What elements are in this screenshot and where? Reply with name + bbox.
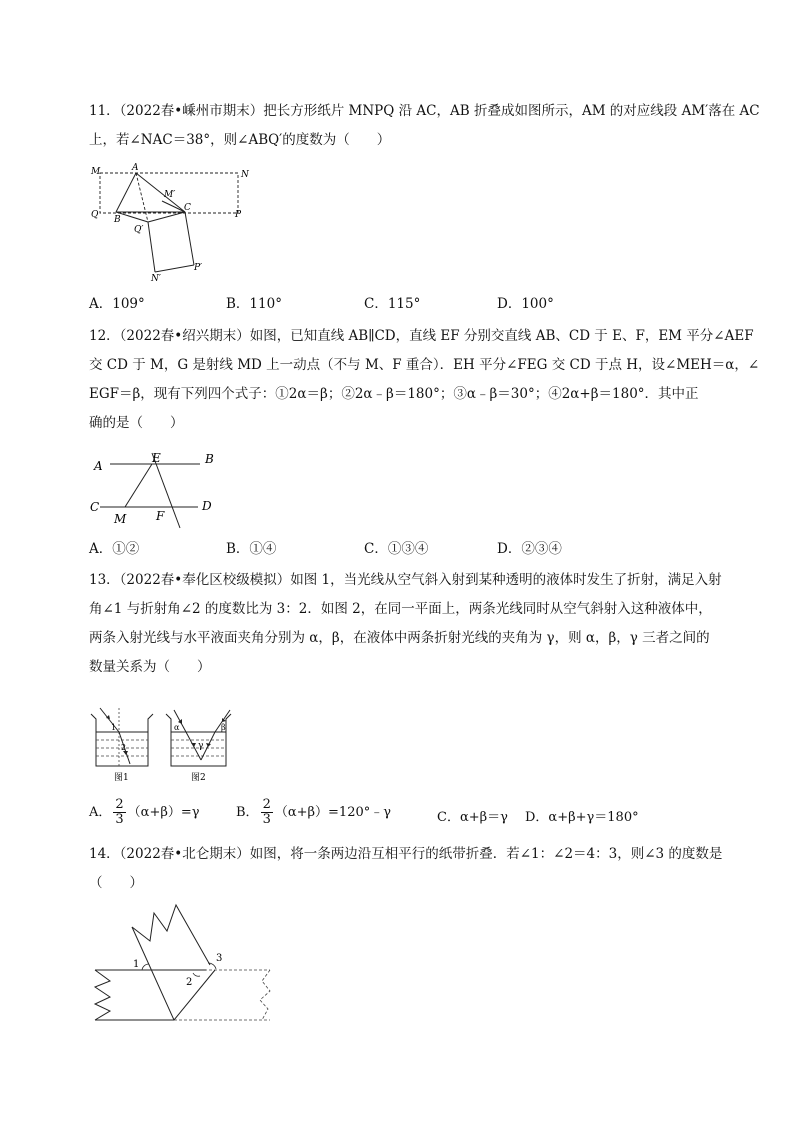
label-angle-1: 1: [133, 959, 140, 970]
q12-line4: 确的是（ ）: [89, 415, 184, 431]
label-Mprime: M′: [164, 190, 176, 200]
fraction: [113, 798, 125, 827]
q12-figure: [88, 448, 228, 533]
label-F: F: [156, 509, 165, 523]
q11-option-d[interactable]: D．100°: [497, 296, 554, 312]
q13-line3: 两条入射光线与水平液面夹角分别为 α，β，在液体中两条折射光线的夹角为 γ，则 α，β，γ 三者之间的: [89, 630, 710, 646]
q11-option-b[interactable]: B．110°: [226, 296, 282, 312]
label-angle-3: 3: [216, 953, 223, 964]
q12-option-a[interactable]: A．①②: [89, 541, 140, 557]
question-14: [89, 840, 729, 898]
question-11: [89, 97, 760, 155]
q11-option-c[interactable]: C．115°: [364, 296, 421, 312]
label-B: B: [114, 215, 121, 225]
q13-line4: 数量关系为（ ）: [89, 659, 211, 675]
q13-option-a-text: （α+β）=γ: [127, 805, 200, 820]
label-P: P: [235, 210, 242, 220]
q14-line2: （ ）: [89, 875, 143, 891]
label-alpha: α: [174, 723, 180, 732]
q13-line2: 角∠1 与折射角∠2 的度数比为 3：2．如图 2，在同一平面上，两条光线同时从空气斜射入这种液体中，: [89, 601, 712, 617]
label-B: B: [205, 452, 214, 466]
q13-option-b-label: B．: [236, 805, 259, 820]
q13-option-a[interactable]: [89, 798, 200, 827]
label-fig2: 图2: [191, 773, 206, 783]
label-Qprime: Q′: [134, 225, 144, 235]
q12-option-c[interactable]: C．①③④: [364, 541, 429, 557]
label-angle-2: 2: [121, 743, 127, 752]
q13-option-d[interactable]: D．α+β+γ＝180°: [525, 810, 639, 825]
q12-line3: EGF＝β，现有下列四个式子：①2α＝β；②2α﹣β＝180°；③α﹣β＝30°；④2α+β＝180°．其中正: [89, 386, 699, 402]
q13-figure: [88, 700, 248, 785]
label-fig1: 图1: [114, 773, 129, 783]
numerator: 2: [115, 797, 124, 812]
q11-line1: 11．（2022春•嵊州市期末）把长方形纸片 MNPQ 沿 AC，AB 折叠成如图所示，AM 的对应线段 AM′落在 AC: [89, 103, 760, 119]
label-A: A: [94, 459, 103, 473]
label-C: C: [90, 500, 100, 514]
label-D: D: [202, 499, 212, 513]
question-13: [89, 566, 729, 682]
label-E: E: [152, 451, 161, 465]
q12-option-d[interactable]: D．②③④: [497, 541, 562, 557]
label-angle-2: 2: [186, 977, 193, 988]
label-gamma: γ: [198, 741, 204, 751]
q11-line2: 上，若∠NAC＝38°，则∠ABQ′的度数为（ ）: [89, 132, 391, 148]
numerator: 2: [262, 797, 271, 812]
q12-option-b[interactable]: B．①④: [226, 541, 277, 557]
label-M: M: [91, 167, 101, 177]
q13-option-c[interactable]: C．α+β＝γ: [437, 810, 508, 825]
q12-line1: 12．（2022春•绍兴期末）如图，已知直线 AB∥CD，直线 EF 分别交直线 AB、CD 于 E、F，EM 平分∠AEF: [89, 328, 754, 344]
q14-line1: 14．（2022春•北仑期末）如图，将一条两边沿互相平行的纸带折叠．若∠1：∠2＝4：3，则∠3 的度数是: [89, 846, 723, 862]
label-N: N: [241, 170, 249, 180]
q12-line2: 交 CD 于 M，G 是射线 MD 上一动点（不与 M、F 重合）．EH 平分∠FEG 交 CD 于点 H，设∠MEH＝α，∠: [89, 357, 760, 373]
label-angle-1: 1: [111, 723, 117, 732]
q13-option-a-label: A．: [89, 805, 112, 820]
label-C: C: [184, 203, 191, 213]
label-Pprime: P′: [194, 263, 203, 273]
label-Q: Q: [91, 210, 99, 220]
label-Nprime: N′: [151, 274, 161, 284]
label-M: M: [114, 512, 127, 526]
q11-option-a[interactable]: A．109°: [89, 296, 145, 312]
q11-figure: [88, 160, 258, 285]
label-beta: β: [221, 723, 226, 732]
q14-figure: [90, 903, 280, 1028]
denominator: 3: [262, 812, 271, 827]
question-12: [89, 322, 760, 438]
label-A: A: [132, 163, 139, 173]
denominator: 3: [115, 812, 124, 827]
q13-option-b-text: （α+β）=120°﹣γ: [274, 805, 392, 820]
q13-option-b[interactable]: [236, 798, 391, 827]
fraction: [261, 798, 273, 827]
q13-line1: 13．（2022春•奉化区校级模拟）如图 1，当光线从空气斜入射到某种透明的液体时发生了折射，满足入射: [89, 572, 722, 588]
